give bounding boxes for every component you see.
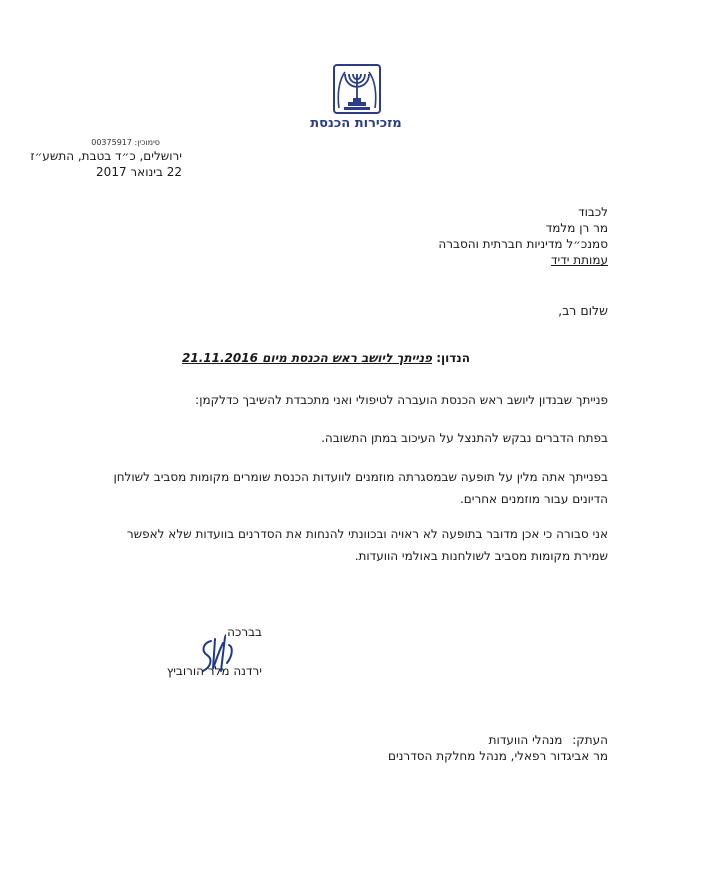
body-paragraph-2: בפתח הדברים נבקש להתנצל על העיכוב במתן התשובה. [321,431,608,445]
subject-value: פנייתך ליושב ראש הכנסת מיום 21.11.2016 [182,351,433,365]
signer-name: ירדנה מלר הורוביץ [166,664,262,678]
body-paragraph-4: אני סבורה כי אכן מדובר בתופעה לא ראויה ובכוונתי להנחות את הסדרנים בוועדות שלא לאפשר שמירת מקומות מסביב לשולחנות באולמי הוועדות. [126,527,608,563]
addressee-line-1: לכבוד [578,205,608,219]
closing-blessing: בברכה, [223,625,262,639]
office-title: מזכירות הכנסת [310,116,402,131]
body-paragraph-1: פנייתך שבנדון ליושב ראש הכנסת הועברה לטיפולי ואני מתכבדת להשיבך כדלקמן: [195,393,608,407]
cc-label: העתק: [572,733,608,747]
cc-recipient-1: מנהלי הוועדות [488,733,563,747]
cc-line-1 [489,733,608,747]
menorah-emblem-icon [333,64,381,114]
greeting: שלום רב, [558,303,608,318]
addressee-organization: עמותת ידיד [551,253,608,267]
cc-recipient-2: מר אביגדור רפאלי, מנהל מחלקת הסדרנים [387,749,608,763]
addressee-line-2: מר רן מלמד [545,221,608,235]
subject-label: הנדון: [436,351,470,365]
reference-number: סימוכין: 00375917 [91,138,160,147]
subject-line [182,351,470,365]
body-paragraph-3: בפנייתך אתה מלין על תופעה שבמסגרתה מוזמנים לוועדות הכנסת שומרים מקומות מסביב לשולחן הדיונים עבור מוזמנים אחרים. [113,470,608,506]
addressee-line-3: סמנכ״ל מדיניות חברתית והסברה [438,237,608,251]
place-hebrew-date: ירושלים, כ״ד בטבת, התשע״ז [30,149,182,163]
gregorian-date: 22 בינואר 2017 [96,165,182,179]
